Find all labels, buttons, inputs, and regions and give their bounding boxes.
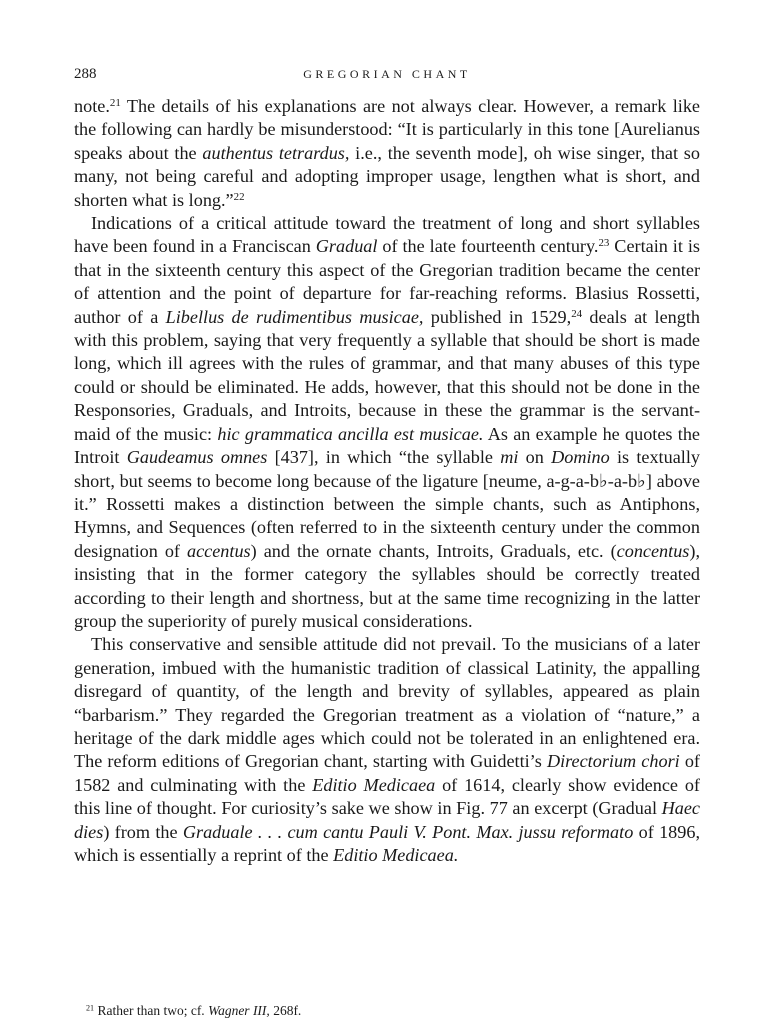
- footnote-21: [86, 1003, 686, 1019]
- page-number: 288: [74, 66, 97, 82]
- italic-term: mi: [500, 447, 519, 468]
- footnote-ref-24: 24: [571, 307, 583, 320]
- italic-title: Editio Medicaea: [312, 774, 436, 795]
- paragraph-1: [74, 95, 700, 212]
- italic-title: Editio Medicaea.: [333, 845, 459, 865]
- italic-term: Gradual: [315, 236, 378, 257]
- text-run: of 1896, which is essentially a reprint of the: [74, 821, 700, 865]
- text-run: ), insisting that in the former category the syllables should be correctly treated according to their length and shortness, but at the same time recognizing in the latter group the superiority of purely musical considerations.: [74, 540, 700, 631]
- text-run: This conservative and sensible attitude did not prevail. To the musicians of a later generation, imbued with the humanistic tradition of classical Latinity, the appalling disregard of quantity, of the length and brevity of syllables, appeared as plain “barbarism.” They regarded the Gregorian treatment as a violation of “nature,” a heritage of the dark middle ages which could not be tolerated in an enlightened era. The reform editions of Gregorian chant, starting with Guidetti’s: [74, 634, 700, 772]
- text-run: ) and the ornate chants, Introits, Graduals, etc. (: [250, 540, 617, 561]
- text-run: [437], in which “the syllable: [267, 447, 501, 468]
- italic-term: accentus: [187, 540, 251, 561]
- running-head: [74, 66, 700, 86]
- text-run: on: [518, 447, 552, 468]
- text-run: of 1614, clearly show evidence of this line of thought. For curiosity’s sake we show in Fig. 77 an excerpt (Gradual: [74, 774, 700, 819]
- italic-term: Domino: [551, 447, 610, 468]
- footnote-ref-21: 21: [109, 97, 121, 109]
- italic-title: Libellus de rudimentibus musicae,: [165, 306, 424, 327]
- italic-citation: Wagner III,: [208, 1003, 270, 1018]
- paragraph-2: [74, 212, 700, 633]
- text-run: The details of his explanations are not always clear. However, a remark like the following can hardly be misunderstood: “It is particularly in this tone [Aurelianus speaks about the: [74, 96, 700, 163]
- footnote-ref-23: 23: [598, 237, 610, 250]
- text-run: Rather than two; cf.: [94, 1003, 209, 1018]
- italic-quote: hic grammatica ancilla est musicae.: [217, 423, 484, 444]
- text-run: As an example he quotes the Introit: [74, 423, 700, 468]
- text-run: i.e., the seventh mode], oh wise singer, that so many, not being careful and adopting improper usage, lengthen what is short, and shorten what is long.”: [74, 142, 700, 210]
- running-title: GREGORIAN CHANT: [303, 67, 471, 81]
- footnote-number: 21: [86, 1003, 95, 1013]
- footnotes: [86, 1003, 686, 1019]
- main-text: [74, 95, 700, 867]
- text-run: deals at length with this problem, saying that very frequently a syllable that should be short is made long, which ill agrees with the rules of grammar, and that many abuses of this type could or should be eliminated. He adds, however, that this should not be done in the Responsories, Graduals, and Introits, because in these the grammar is the servant-maid of the music:: [74, 306, 700, 444]
- italic-term: authentus tetrardus,: [202, 142, 350, 163]
- text-run: of 1582 and culminating with the: [74, 751, 700, 795]
- text-run: is textually short, but seems to become long because of the ligature [neume, a-g-a-b♭-a-b♭] above it.” Rossetti makes a distinction between the simple chants, such as Antiphons, Hymns, and Sequences (often referred to in the sixteenth century under the common designation of: [74, 447, 700, 561]
- text-run: ) from the: [103, 821, 183, 842]
- text-run: Indications of a critical attitude toward the treatment of long and short syllables have been found in a Franciscan: [74, 213, 700, 257]
- italic-title: Gaudeamus omnes: [126, 447, 268, 468]
- italic-title: Directorium chori: [546, 751, 680, 772]
- italic-title: Graduale . . . cum cantu Pauli V. Pont. Max. jussu reformato: [182, 821, 634, 842]
- italic-title: Haec dies: [74, 798, 700, 842]
- text-run: Certain it is that in the sixteenth century this aspect of the Gregorian tradition became the center of attention and the point of departure for far-reaching reforms. Blasius Rossetti, author of a: [74, 236, 700, 327]
- text-run: of the late fourteenth century.: [377, 236, 599, 257]
- italic-term: concentus: [616, 540, 690, 561]
- paragraph-3: [74, 633, 700, 867]
- footnote-ref-22: 22: [233, 190, 245, 203]
- text-run: note.: [74, 96, 110, 116]
- text-run: 268f.: [269, 1003, 302, 1018]
- text-run: published in 1529,: [423, 306, 572, 327]
